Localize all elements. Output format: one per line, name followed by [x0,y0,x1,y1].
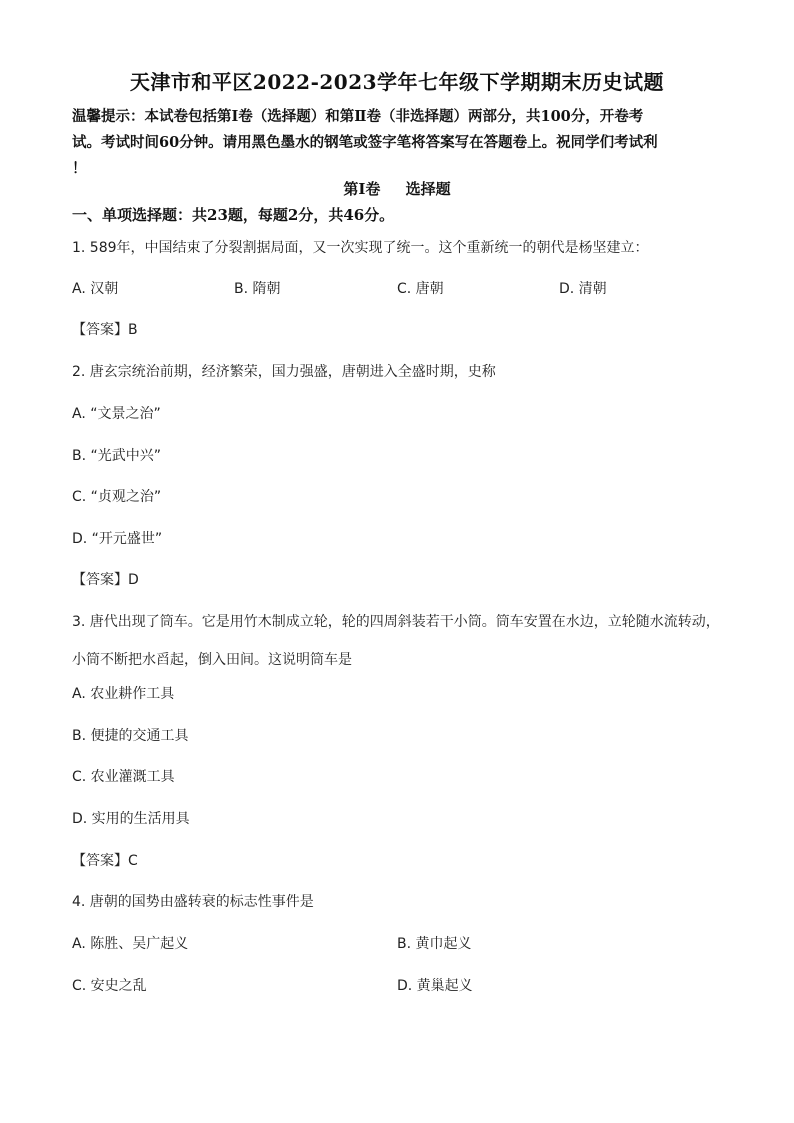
question-1-option-d: D. 清朝 [559,281,607,297]
section-type: 选择题 [405,180,451,198]
question-1-stem: 1. 589年，中国结束了分裂割据局面，又一次实现了统一。这个重新统一的朝代是杨坚建立： [72,240,649,256]
question-2-option-c: C. “贞观之治” [72,489,162,505]
question-2-answer: 【答案】D [72,572,139,588]
question-1-answer: 【答案】B [72,322,138,338]
question-2-option-a: A. “文景之治” [72,406,161,422]
section-heading [0,178,794,199]
question-2-stem: 2. 唐玄宗统治前期，经济繁荣，国力强盛，唐朝进入全盛时期，史称 [72,364,496,380]
instructions-line-1: 温馨提示：本试卷包括第Ⅰ卷（选择题）和第Ⅱ卷（非选择题）两部分，共100分，开卷考 [72,108,644,125]
instructions-line-2: 试。考试时间60分钟。请用黑色墨水的钢笔或签字笔将答案写在答题卷上。祝同学们考试利 [72,134,658,151]
instructions-block [72,104,728,182]
question-4-option-c: C. 安史之乱 [72,978,147,994]
question-3-option-d: D. 实用的生活用具 [72,811,190,827]
question-group-heading: 一、单项选择题：共23题，每题2分，共46分。 [72,206,395,224]
question-1-option-a: A. 汉朝 [72,281,119,297]
question-2-option-b: B. “光武中兴” [72,448,162,464]
question-3-option-b: B. 便捷的交通工具 [72,728,189,744]
question-3-stem-line-1: 3. 唐代出现了筒车。它是用竹木制成立轮，轮的四周斜装若干小筒。筒车安置在水边，立轮随水流转动， [72,614,720,630]
question-4-option-d: D. 黄巢起义 [397,978,473,994]
section-name: 第Ⅰ卷 [343,180,381,198]
question-3-option-a: A. 农业耕作工具 [72,686,175,702]
page-title: 天津市和平区2022-2023学年七年级下学期期末历史试题 [129,70,665,94]
question-3-answer: 【答案】C [72,853,138,869]
question-2-option-d: D. “开元盛世” [72,531,163,547]
question-1-option-c: C. 唐朝 [397,281,444,297]
question-1-option-b: B. 隋朝 [234,281,281,297]
question-4-stem: 4. 唐朝的国势由盛转衰的标志性事件是 [72,894,314,910]
question-4-option-a: A. 陈胜、吴广起义 [72,936,189,952]
question-3-option-c: C. 农业灌溉工具 [72,769,175,785]
instructions-line-3: ！ [72,160,87,177]
question-3-stem-line-2: 小筒不断把水舀起，倒入田间。这说明筒车是 [72,652,352,668]
question-4-option-b: B. 黄巾起义 [397,936,472,952]
